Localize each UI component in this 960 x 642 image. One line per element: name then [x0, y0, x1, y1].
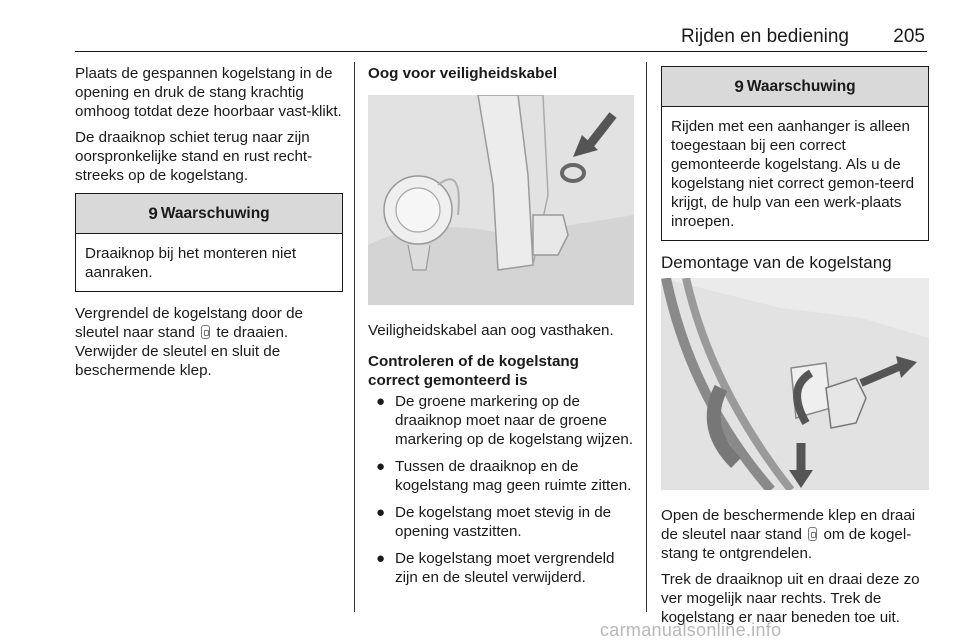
- heading-safety-eye: Oog voor veiligheidskabel: [368, 65, 558, 82]
- list-item-text: De groene markering op de draaiknop moet naar de groene markering op de kogelstang wijzen.: [395, 393, 634, 448]
- list-item: [368, 503, 634, 541]
- open-text-a: Open de beschermende klep en draai de sleutel naar stand: [661, 507, 916, 543]
- lock-open-icon: [808, 527, 817, 541]
- paragraph-open: [661, 506, 929, 563]
- removal-illustration: [661, 278, 929, 490]
- figure-safety-cable-eye: [368, 95, 634, 305]
- paragraph-pull: Trek de draaiknop uit en draai deze zo ver mogelijk naar rechts. Trek de kogelstang er naar beneden toe uit.: [661, 571, 920, 626]
- safety-eye-illustration: [368, 95, 634, 305]
- section-title: Rijden en bediening: [681, 26, 849, 47]
- heading-check: Controleren of de kogelstang correct gemonteerd is: [368, 353, 579, 389]
- list-item-text: De kogelstang moet vergrendeld zijn en de sleutel verwijderd.: [395, 550, 615, 586]
- warning-header: [662, 67, 928, 107]
- warning-triangle-icon: 9: [148, 204, 158, 223]
- column-divider-2: [646, 62, 647, 612]
- paragraph-insert: Plaats de gespannen kogelstang in de opening en druk de stang krachtig omhoog totdat deze hoorbaar vast-klikt.: [75, 65, 342, 120]
- paragraph-knob: De draaiknop schiet terug naar zijn oorspronkelijke stand en rust recht-streeks op de kogelstang.: [75, 129, 313, 184]
- list-item: [368, 392, 634, 449]
- column-right: [661, 64, 929, 634]
- lock-text-b: te draaien. Verwijder de sleutel en sluit de beschermende klep.: [75, 324, 289, 379]
- open-text-b: om de kogel-stang te ontgrendelen.: [661, 526, 912, 562]
- warning-box: [75, 193, 343, 292]
- watermark-logo: carmanualsonline.info: [600, 620, 782, 640]
- warning-triangle-icon: 9: [734, 77, 744, 96]
- warning-title: Waarschuwing: [160, 205, 270, 222]
- lock-text-a: Vergrendel de kogelstang door de sleutel naar stand: [75, 305, 303, 341]
- figure-caption: Veiligheidskabel aan oog vasthaken.: [368, 322, 614, 339]
- paragraph-lock: [75, 304, 343, 380]
- bullet-icon: ●: [376, 393, 386, 410]
- column-left: [75, 64, 343, 387]
- warning-box: [661, 66, 929, 241]
- column-middle: [368, 64, 634, 595]
- bullet-icon: ●: [376, 504, 386, 521]
- lock-closed-icon: [201, 325, 210, 339]
- figure-removal: [661, 278, 929, 490]
- bullet-icon: ●: [376, 458, 386, 475]
- list-item: [368, 457, 634, 495]
- heading-removal: Demontage van de kogelstang: [661, 253, 892, 272]
- column-divider-1: [354, 62, 355, 612]
- warning-title: Waarschuwing: [746, 78, 856, 95]
- warning-text: Rijden met een aanhanger is alleen toegestaan bij een correct gemonteerde kogelstang. Als u de kogelstang niet correct gemon-teerd krijgt, de hulp van een werk-plaats inroepen.: [671, 118, 915, 230]
- page-number: 205: [893, 26, 925, 47]
- list-item-text: Tussen de draaiknop en de kogelstang mag geen ruimte zitten.: [395, 458, 632, 494]
- bullet-icon: ●: [376, 550, 386, 567]
- check-list: [368, 392, 634, 587]
- page-header: [75, 24, 927, 52]
- list-item: [368, 549, 634, 587]
- warning-header: [76, 194, 342, 234]
- warning-text: Draaiknop bij het monteren niet aanraken.: [85, 245, 297, 281]
- list-item-text: De kogelstang moet stevig in de opening vastzitten.: [395, 504, 612, 540]
